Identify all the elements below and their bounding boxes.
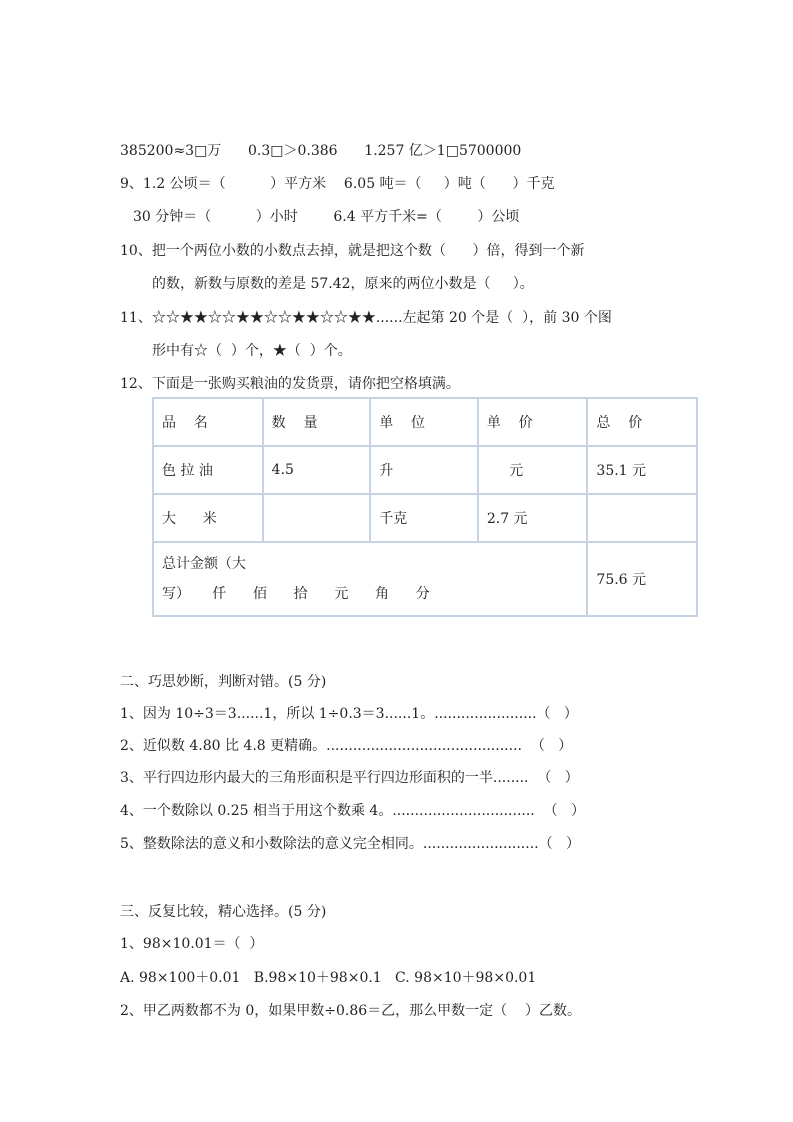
table-cell: 千克 <box>370 494 478 542</box>
header-cell: 数 量 <box>263 398 371 446</box>
table-cell: 2.7 元 <box>478 494 588 542</box>
header-cell: 单 位 <box>370 398 478 446</box>
invoice-table <box>152 397 698 617</box>
table-row <box>153 446 697 494</box>
section2-title: 二、巧思妙断，判断对错。(5 分) <box>120 674 327 690</box>
total-label-line1: 总计金额（大 <box>162 556 246 572</box>
total-label-cell <box>153 542 587 616</box>
table-cell <box>587 494 697 542</box>
header-cell: 品 名 <box>153 398 263 446</box>
table-header-row <box>153 398 697 446</box>
choice-q1-options: A. 98×100＋0.01 B.98×10＋98×0.1 C. 98×10＋98×0.01 <box>120 970 537 986</box>
q9-line2: 30 分钟＝（ ）小时 6.4 平方千米=（ ）公顷 <box>133 209 520 225</box>
table-cell: 4.5 <box>263 446 371 494</box>
judge-item-1: 1、因为 10÷3＝3......1，所以 1÷0.3＝3......1。.......................（ ） <box>120 706 578 722</box>
table-cell: 色 拉 油 <box>153 446 263 494</box>
q11-line1: 11、☆☆★★☆☆★★☆☆★★☆☆★★......左起第 20 个是（ ），前 30 个图 <box>120 310 612 326</box>
total-label-line2: 写） 仟 佰 拾 元 角 分 <box>162 586 430 602</box>
header-cell: 总 价 <box>587 398 697 446</box>
judge-item-2: 2、近似数 4.80 比 4.8 更精确。............................................ （ ） <box>120 738 573 754</box>
table-cell <box>263 494 371 542</box>
choice-q2: 2、甲乙两数都不为 0，如果甲数÷0.86＝乙，那么甲数一定（ ）乙数。 <box>120 1003 581 1019</box>
table-cell: 升 <box>370 446 478 494</box>
q9-line1: 9、1.2 公顷＝（ ）平方米 6.05 吨＝（ ）吨（ ）千克 <box>120 176 555 192</box>
table-cell: 元 <box>478 446 588 494</box>
judge-item-5: 5、整数除法的意义和小数除法的意义完全相同。..........................（ ） <box>120 836 580 852</box>
judge-item-4: 4、一个数除以 0.25 相当于用这个数乘 4。................................ （ ） <box>120 803 585 819</box>
q10-line2: 的数，新数与原数的差是 57.42，原来的两位小数是（ ）。 <box>152 276 534 292</box>
table-cell: 35.1 元 <box>587 446 697 494</box>
q8-line: 385200≈3□万 0.3□＞0.386 1.257 亿＞1□5700000 <box>120 143 522 159</box>
table-total-row <box>153 542 697 616</box>
judge-item-3: 3、平行四边形内最大的三角形面积是平行四边形面积的一半........ （ ） <box>120 770 579 786</box>
section3-title: 三、反复比较，精心选择。(5 分) <box>120 904 327 920</box>
q12-prompt: 12、下面是一张购买粮油的发货票，请你把空格填满。 <box>120 376 460 392</box>
total-value-cell: 75.6 元 <box>587 542 697 616</box>
header-cell: 单 价 <box>478 398 588 446</box>
q11-line2: 形中有☆（ ）个，★（ ）个。 <box>152 343 352 359</box>
table-cell: 大 米 <box>153 494 263 542</box>
choice-q1: 1、98×10.01＝（ ） <box>120 936 264 952</box>
table-row <box>153 494 697 542</box>
q10-line1: 10、把一个两位小数的小数点去掉，就是把这个数（ ）倍，得到一个新 <box>120 243 585 259</box>
